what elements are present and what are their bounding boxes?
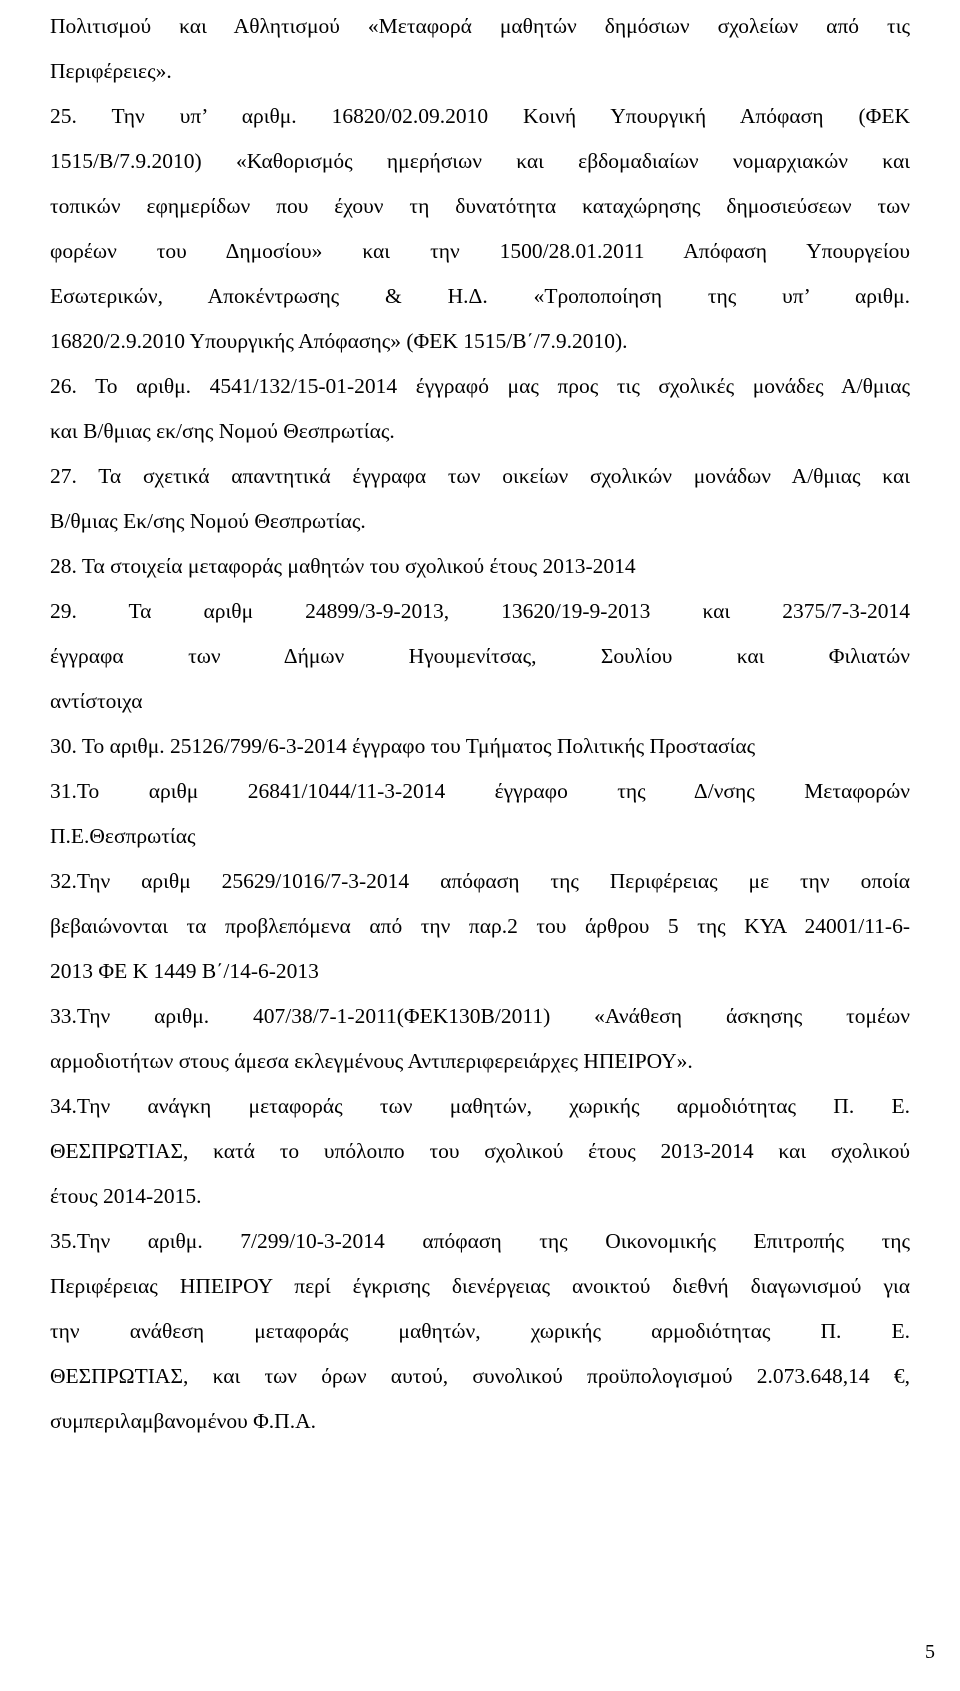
reference-entry bbox=[50, 94, 910, 364]
text-line: 28. Τα στοιχεία μεταφοράς μαθητών του σχολικού έτους 2013-2014 bbox=[50, 554, 636, 578]
text-line: Π.Ε.Θεσπρωτίας bbox=[50, 824, 196, 848]
text-line: Εσωτερικών, Αποκέντρωσης & Η.Δ. «Τροποποίηση της υπ’ αριθμ. bbox=[50, 284, 910, 308]
text-line: τοπικών εφημερίδων που έχουν τη δυνατότητα καταχώρησης δημοσιεύσεων των bbox=[50, 194, 910, 218]
text-line: 25. Την υπ’ αριθμ. 16820/02.09.2010 Κοινή Υπουργική Απόφαση (ΦΕΚ bbox=[50, 104, 910, 128]
text-line: ΘΕΣΠΡΩΤΙΑΣ, κατά το υπόλοιπο του σχολικού έτους 2013-2014 και σχολικού bbox=[50, 1139, 910, 1163]
text-line: Περιφέρειας ΗΠΕΙΡΟΥ περί έγκρισης διενέργειας ανοικτού διεθνή διαγωνισμού για bbox=[50, 1274, 910, 1298]
reference-entry bbox=[50, 859, 910, 994]
text-line: 32.Την αριθμ 25629/1016/7-3-2014 απόφαση της Περιφέρειας με την οποία bbox=[50, 869, 910, 893]
text-line: 2013 ΦΕ Κ 1449 Β΄/14-6-2013 bbox=[50, 959, 319, 983]
text-line: 31.Το αριθμ 26841/1044/11-3-2014 έγγραφο της Δ/νσης Μεταφορών bbox=[50, 779, 910, 803]
reference-entry bbox=[50, 724, 910, 769]
reference-entry bbox=[50, 4, 910, 94]
text-line: έγγραφα των Δήμων Ηγουμενίτσας, Σουλίου και Φιλιατών bbox=[50, 644, 910, 668]
text-line: Πολιτισμού και Αθλητισμού «Μεταφορά μαθητών δημόσιων σχολείων από τις bbox=[50, 14, 910, 38]
reference-entry bbox=[50, 364, 910, 454]
page-number: 5 bbox=[925, 1641, 935, 1663]
reference-entry bbox=[50, 994, 910, 1084]
reference-entry bbox=[50, 454, 910, 544]
text-line: βεβαιώνονται τα προβλεπόμενα από την παρ.2 του άρθρου 5 της ΚΥΑ 24001/11-6- bbox=[50, 914, 910, 938]
text-line: αντίστοιχα bbox=[50, 689, 143, 713]
text-line: ΘΕΣΠΡΩΤΙΑΣ, και των όρων αυτού, συνολικού προϋπολογισμού 2.073.648,14 €, bbox=[50, 1364, 910, 1388]
text-line: 16820/2.9.2010 Υπουργικής Απόφασης» (ΦΕΚ 1515/Β΄/7.9.2010). bbox=[50, 329, 628, 353]
reference-entry bbox=[50, 544, 910, 589]
reference-entry bbox=[50, 1219, 910, 1444]
text-line: 26. Το αριθμ. 4541/132/15-01-2014 έγγραφό μας προς τις σχολικές μονάδες Α/θμιας bbox=[50, 374, 910, 398]
text-line: Περιφέρειες». bbox=[50, 59, 172, 83]
text-line: 35.Την αριθμ. 7/299/10-3-2014 απόφαση της Οικονομικής Επιτροπής της bbox=[50, 1229, 910, 1253]
text-line: συμπεριλαμβανομένου Φ.Π.Α. bbox=[50, 1409, 316, 1433]
document-page bbox=[50, 4, 910, 1444]
text-line: 1515/Β/7.9.2010) «Καθορισμός ημερήσιων και εβδομαδιαίων νομαρχιακών και bbox=[50, 149, 910, 173]
text-line: έτους 2014-2015. bbox=[50, 1184, 202, 1208]
reference-entry bbox=[50, 769, 910, 859]
reference-entry bbox=[50, 589, 910, 724]
text-line: 34.Την ανάγκη μεταφοράς των μαθητών, χωρικής αρμοδιότητας Π. Ε. bbox=[50, 1094, 910, 1118]
text-line: και Β/θμιας εκ/σης Νομού Θεσπρωτίας. bbox=[50, 419, 395, 443]
text-line: την ανάθεση μεταφοράς μαθητών, χωρικής αρμοδιότητας Π. Ε. bbox=[50, 1319, 910, 1343]
text-line: Β/θμιας Εκ/σης Νομού Θεσπρωτίας. bbox=[50, 509, 366, 533]
text-line: 30. Το αριθμ. 25126/799/6-3-2014 έγγραφο του Τμήματος Πολιτικής Προστασίας bbox=[50, 734, 756, 758]
text-line: 33.Την αριθμ. 407/38/7-1-2011(ΦΕΚ130Β/2011) «Ανάθεση άσκησης τομέων bbox=[50, 1004, 910, 1028]
text-line: 27. Τα σχετικά απαντητικά έγγραφα των οικείων σχολικών μονάδων Α/θμιας και bbox=[50, 464, 910, 488]
text-line: 29. Τα αριθμ 24899/3-9-2013, 13620/19-9-2013 και 2375/7-3-2014 bbox=[50, 599, 910, 623]
text-line: φορέων του Δημοσίου» και την 1500/28.01.2011 Απόφαση Υπουργείου bbox=[50, 239, 910, 263]
reference-entry bbox=[50, 1084, 910, 1219]
text-line: αρμοδιοτήτων στους άμεσα εκλεγμένους Αντιπεριφερειάρχες ΗΠΕΙΡΟΥ». bbox=[50, 1049, 693, 1073]
